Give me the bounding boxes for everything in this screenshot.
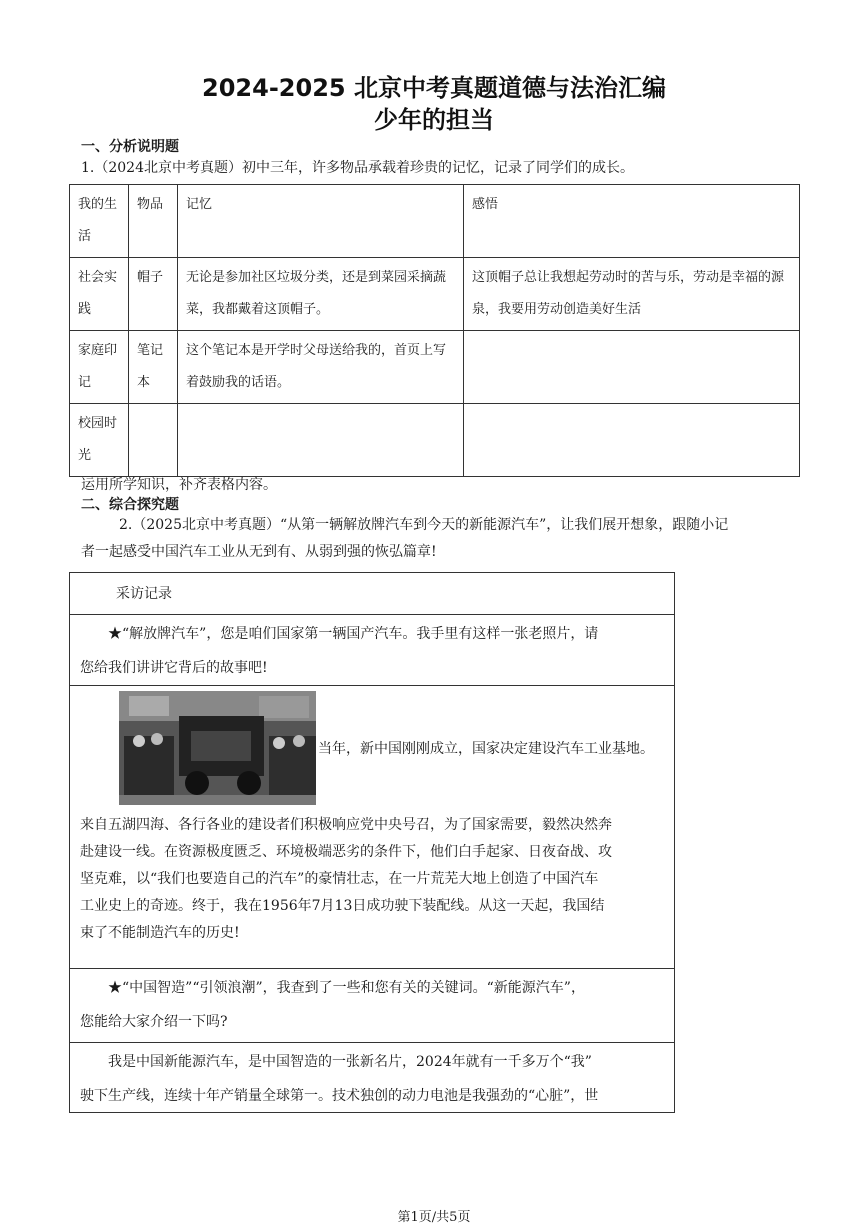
q2-intro-line1: 2.（2025北京中考真题）“从第一辆解放牌汽车到今天的新能源汽车”，让我们展开想象，跟随小记 [119,517,729,533]
table-cell: 这个笔记本是开学时父母送给我的，首页上写着鼓励我的话语。 [178,331,464,404]
table-cell: 帽子 [129,258,178,331]
page-number: 第1页/共5页 [397,1210,471,1225]
answer-cell[interactable] [464,331,800,404]
answer-cell[interactable] [464,404,800,477]
table-cell: 无论是参加社区垃圾分类，还是到菜园采摘蔬菜，我都戴着这顶帽子。 [178,258,464,331]
answer-2-line1: 我是中国新能源汽车，是中国智造的一张新名片，2024年就有一千多万个“我” [108,1054,592,1070]
table-header-cell: 记忆 [178,185,464,258]
q2-intro-line2: 者一起感受中国汽车工业从无到有、从弱到强的恢弘篇章! [81,544,437,560]
table-header-cell: 物品 [129,185,178,258]
answer-1-line: 赴建设一线。在资源极度匮乏、环境极端恶劣的条件下，他们白手起家、日夜奋战、攻 [80,844,612,860]
document-subtitle: 少年的担当 [374,106,494,134]
answer-1-line: 来自五湖四海、各行各业的建设者们积极响应党中央号召，为了国家需要，毅然决然奔 [80,817,612,833]
answer-cell[interactable] [178,404,464,477]
table-row [70,404,800,477]
table-cell: 这顶帽子总让我想起劳动时的苦与乐，劳动是幸福的源泉，我要用劳动创造美好生活 [464,258,800,331]
answer-1-line: 束了不能制造汽车的历史! [80,925,240,941]
table-cell: 校园时光 [70,404,129,477]
interview-question-2 [69,968,675,1043]
interview-title: 采访记录 [116,586,172,602]
question-1-line2: 您给我们讲讲它背后的故事吧! [80,660,268,676]
question-2-line1: ★“中国智造”“引领浪潮”，我查到了一些和您有关的关键词。“新能源汽车”， [108,980,585,996]
table-cell: 家庭印记 [70,331,129,404]
table-header-cell: 感悟 [464,185,800,258]
answer-1-line: 工业史上的奇迹。终于，我在1956年7月13日成功驶下装配线。从这一天起，我国结 [80,898,605,914]
answer-cell[interactable] [129,404,178,477]
q1-intro: 1.（2024北京中考真题）初中三年，许多物品承载着珍贵的记忆，记录了同学们的成长。 [81,160,634,176]
answer-1-line: 坚克难，以“我们也要造自己的汽车”的豪情壮志，在一片荒芜大地上创造了中国汽车 [80,871,599,887]
old-truck-photo [119,691,316,805]
table-cell: 笔记本 [129,331,178,404]
answer-1-first-line: 当年，新中国刚刚成立，国家决定建设汽车工业基地。 [318,741,654,757]
table-header-row [70,185,800,258]
table-instruction: 运用所学知识，补齐表格内容。 [81,477,277,493]
question-2-line2: 您能给大家介绍一下吗? [80,1014,228,1030]
table-row [70,331,800,404]
question-1-line1: ★“解放牌汽车”，您是咱们国家第一辆国产汽车。我手里有这样一张老照片，请 [108,626,599,642]
table-header-cell: 我的生活 [70,185,129,258]
interview-question-1 [69,614,675,686]
interview-answer-2 [69,1042,675,1113]
answer-2-line2: 驶下生产线，连续十年产销量全球第一。技术独创的动力电池是我强劲的“心脏”，世 [80,1088,599,1104]
section2-heading: 二、综合探究题 [81,497,179,513]
document-title: 2024-2025 北京中考真题道德与法治汇编 [202,74,666,102]
memory-table [69,184,800,477]
section1-heading: 一、分析说明题 [81,139,179,155]
table-cell: 社会实践 [70,258,129,331]
table-row [70,258,800,331]
interview-title-box [69,572,675,615]
